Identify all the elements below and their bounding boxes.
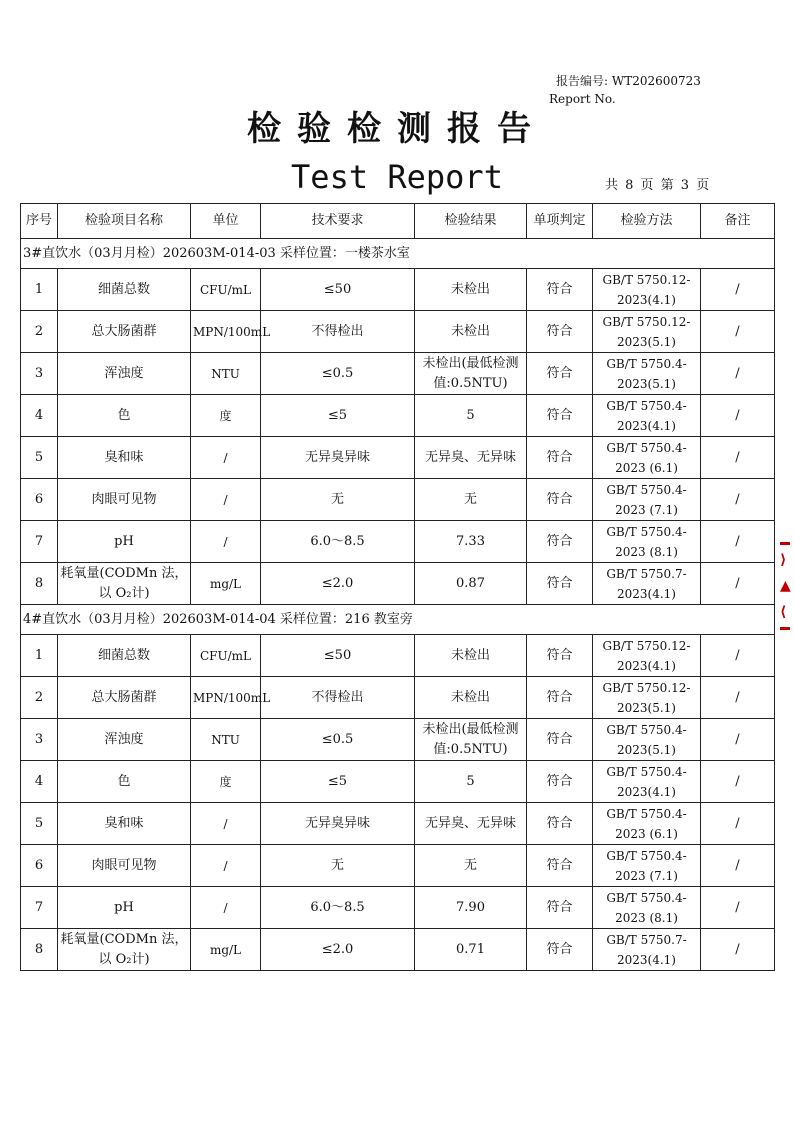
cell-method-line-1: GB/T 5750.4- bbox=[606, 524, 687, 539]
cell-method bbox=[593, 929, 701, 971]
cell-judgement: 符合 bbox=[527, 761, 593, 803]
report-title-cn: 检验检测报告 bbox=[247, 109, 547, 149]
results-table bbox=[20, 203, 775, 971]
page-indicator: 共 8 页 第 3 页 bbox=[605, 178, 710, 193]
cell-method-line-1: GB/T 5750.4- bbox=[606, 398, 687, 413]
cell-method bbox=[593, 719, 701, 761]
column-header: 备注 bbox=[701, 204, 775, 239]
cell-method-line-1: GB/T 5750.4- bbox=[606, 764, 687, 779]
cell-no: 6 bbox=[21, 845, 58, 887]
column-header: 技术要求 bbox=[261, 204, 415, 239]
cell-no: 2 bbox=[21, 311, 58, 353]
cell-result: 无异臭、无异味 bbox=[415, 803, 527, 845]
cell-result: 5 bbox=[415, 395, 527, 437]
cell-result: 未检出 bbox=[415, 311, 527, 353]
cell-no: 1 bbox=[21, 635, 58, 677]
cell-requirement: 无 bbox=[261, 479, 415, 521]
cell-method bbox=[593, 479, 701, 521]
cell-note: / bbox=[701, 845, 775, 887]
cell-no: 2 bbox=[21, 677, 58, 719]
cell-method bbox=[593, 311, 701, 353]
cell-item: pH bbox=[58, 887, 191, 929]
cell-judgement: 符合 bbox=[527, 887, 593, 929]
cell-note: / bbox=[701, 719, 775, 761]
cell-method-line-2: 2023(4.1) bbox=[617, 658, 676, 673]
cell-method bbox=[593, 437, 701, 479]
column-header: 检验项目名称 bbox=[58, 204, 191, 239]
cell-note: / bbox=[701, 395, 775, 437]
cell-no: 1 bbox=[21, 269, 58, 311]
cell-result: 无 bbox=[415, 845, 527, 887]
cell-method-line-2: 2023(4.1) bbox=[617, 952, 676, 967]
table-row bbox=[21, 269, 775, 311]
cell-method bbox=[593, 635, 701, 677]
cell-requirement: ≤50 bbox=[261, 269, 415, 311]
cell-judgement: 符合 bbox=[527, 845, 593, 887]
cell-requirement: 6.0～8.5 bbox=[261, 521, 415, 563]
cell-method-line-2: 2023(4.1) bbox=[617, 418, 676, 433]
column-header: 单项判定 bbox=[527, 204, 593, 239]
seal-stamp-fragment: ⟩ ▲ ⟨ bbox=[780, 540, 794, 674]
cell-method-line-2: 2023(4.1) bbox=[617, 586, 676, 601]
cell-method bbox=[593, 521, 701, 563]
cell-unit: MPN/100mL bbox=[191, 677, 261, 719]
cell-no: 8 bbox=[21, 563, 58, 605]
cell-unit: NTU bbox=[191, 719, 261, 761]
cell-unit: / bbox=[191, 479, 261, 521]
report-number-block bbox=[549, 72, 701, 108]
table-row bbox=[21, 437, 775, 479]
cell-judgement: 符合 bbox=[527, 929, 593, 971]
table-row bbox=[21, 845, 775, 887]
cell-method-line-1: GB/T 5750.12- bbox=[602, 314, 691, 329]
column-header: 单位 bbox=[191, 204, 261, 239]
cell-unit: mg/L bbox=[191, 563, 261, 605]
cell-requirement: 无 bbox=[261, 845, 415, 887]
cell-requirement: ≤5 bbox=[261, 395, 415, 437]
report-number-label-en: Report No. bbox=[549, 92, 616, 106]
cell-requirement: ≤5 bbox=[261, 761, 415, 803]
cell-method bbox=[593, 845, 701, 887]
cell-item bbox=[58, 563, 191, 605]
cell-judgement: 符合 bbox=[527, 437, 593, 479]
cell-unit: / bbox=[191, 803, 261, 845]
cell-requirement: ≤50 bbox=[261, 635, 415, 677]
table-row bbox=[21, 761, 775, 803]
cell-note: / bbox=[701, 761, 775, 803]
cell-item: 色 bbox=[58, 395, 191, 437]
cell-method-line-2: 2023 (8.1) bbox=[615, 544, 678, 559]
cell-method bbox=[593, 563, 701, 605]
cell-method-line-1: GB/T 5750.4- bbox=[606, 806, 687, 821]
cell-judgement: 符合 bbox=[527, 311, 593, 353]
table-row bbox=[21, 353, 775, 395]
table-row bbox=[21, 929, 775, 971]
cell-result: 未检出 bbox=[415, 269, 527, 311]
cell-method-line-2: 2023(4.1) bbox=[617, 292, 676, 307]
section-header-row bbox=[21, 239, 775, 269]
cell-method-line-2: 2023 (6.1) bbox=[615, 460, 678, 475]
cell-method-line-1: GB/T 5750.4- bbox=[606, 848, 687, 863]
section-header-row bbox=[21, 605, 775, 635]
report-number-label: 报告编号: bbox=[556, 74, 609, 88]
cell-item: 浑浊度 bbox=[58, 719, 191, 761]
cell-unit: NTU bbox=[191, 353, 261, 395]
report-number-value: WT202600723 bbox=[611, 74, 701, 88]
cell-no: 8 bbox=[21, 929, 58, 971]
column-header: 检验方法 bbox=[593, 204, 701, 239]
cell-note: / bbox=[701, 887, 775, 929]
cell-method-line-2: 2023(5.1) bbox=[617, 376, 676, 391]
cell-judgement: 符合 bbox=[527, 563, 593, 605]
cell-method-line-2: 2023 (6.1) bbox=[615, 826, 678, 841]
cell-item: 细菌总数 bbox=[58, 269, 191, 311]
cell-method-line-2: 2023 (7.1) bbox=[615, 502, 678, 517]
section-title: 4#直饮水（03月月检）202603M-014-04 采样位置：216 教室旁 bbox=[21, 605, 775, 635]
cell-result: 未检出 bbox=[415, 677, 527, 719]
cell-method-line-1: GB/T 5750.4- bbox=[606, 356, 687, 371]
cell-requirement: 6.0～8.5 bbox=[261, 887, 415, 929]
cell-note: / bbox=[701, 311, 775, 353]
cell-method-line-1: GB/T 5750.7- bbox=[606, 932, 687, 947]
cell-requirement: ≤2.0 bbox=[261, 563, 415, 605]
cell-item-line-2: 以 O₂计) bbox=[98, 951, 150, 967]
cell-no: 5 bbox=[21, 803, 58, 845]
cell-item: pH bbox=[58, 521, 191, 563]
cell-unit: CFU/mL bbox=[191, 635, 261, 677]
column-header: 序号 bbox=[21, 204, 58, 239]
cell-unit: 度 bbox=[191, 395, 261, 437]
cell-note: / bbox=[701, 929, 775, 971]
cell-judgement: 符合 bbox=[527, 803, 593, 845]
cell-method-line-1: GB/T 5750.4- bbox=[606, 440, 687, 455]
cell-note: / bbox=[701, 635, 775, 677]
cell-note: / bbox=[701, 521, 775, 563]
table-row bbox=[21, 635, 775, 677]
cell-unit: CFU/mL bbox=[191, 269, 261, 311]
cell-note: / bbox=[701, 353, 775, 395]
cell-unit: / bbox=[191, 845, 261, 887]
cell-no: 4 bbox=[21, 761, 58, 803]
cell-method-line-1: GB/T 5750.4- bbox=[606, 722, 687, 737]
cell-method-line-1: GB/T 5750.12- bbox=[602, 680, 691, 695]
cell-unit: / bbox=[191, 887, 261, 929]
cell-item-line-1: 耗氧量(CODMn 法， bbox=[60, 565, 188, 581]
cell-result: 0.87 bbox=[415, 563, 527, 605]
cell-method-line-2: 2023(5.1) bbox=[617, 334, 676, 349]
cell-note: / bbox=[701, 269, 775, 311]
cell-item: 总大肠菌群 bbox=[58, 677, 191, 719]
table-row bbox=[21, 803, 775, 845]
cell-unit: / bbox=[191, 437, 261, 479]
cell-requirement: 不得检出 bbox=[261, 311, 415, 353]
table-row bbox=[21, 311, 775, 353]
cell-no: 4 bbox=[21, 395, 58, 437]
cell-item: 色 bbox=[58, 761, 191, 803]
cell-requirement: ≤2.0 bbox=[261, 929, 415, 971]
cell-no: 7 bbox=[21, 521, 58, 563]
cell-judgement: 符合 bbox=[527, 677, 593, 719]
cell-requirement: 无异臭异味 bbox=[261, 437, 415, 479]
cell-note: / bbox=[701, 803, 775, 845]
cell-result: 5 bbox=[415, 761, 527, 803]
cell-item: 肉眼可见物 bbox=[58, 479, 191, 521]
table-row bbox=[21, 479, 775, 521]
cell-requirement: ≤0.5 bbox=[261, 719, 415, 761]
cell-no: 5 bbox=[21, 437, 58, 479]
cell-item: 总大肠菌群 bbox=[58, 311, 191, 353]
cell-item: 浑浊度 bbox=[58, 353, 191, 395]
cell-method-line-2: 2023(5.1) bbox=[617, 700, 676, 715]
cell-no: 6 bbox=[21, 479, 58, 521]
cell-no: 3 bbox=[21, 353, 58, 395]
table-row bbox=[21, 677, 775, 719]
cell-item-line-1: 耗氧量(CODMn 法， bbox=[60, 931, 188, 947]
cell-method bbox=[593, 353, 701, 395]
cell-judgement: 符合 bbox=[527, 353, 593, 395]
cell-judgement: 符合 bbox=[527, 719, 593, 761]
cell-judgement: 符合 bbox=[527, 635, 593, 677]
cell-method-line-1: GB/T 5750.7- bbox=[606, 566, 687, 581]
cell-method bbox=[593, 761, 701, 803]
cell-method bbox=[593, 395, 701, 437]
cell-result: 无 bbox=[415, 479, 527, 521]
cell-result: 未检出(最低检测值:0.5NTU) bbox=[415, 353, 527, 395]
column-header: 检验结果 bbox=[415, 204, 527, 239]
report-title-en: Test Report bbox=[291, 158, 503, 196]
cell-result: 未检出 bbox=[415, 635, 527, 677]
table-row bbox=[21, 395, 775, 437]
cell-method-line-2: 2023 (7.1) bbox=[615, 868, 678, 883]
cell-result: 7.90 bbox=[415, 887, 527, 929]
cell-no: 7 bbox=[21, 887, 58, 929]
cell-method-line-1: GB/T 5750.4- bbox=[606, 890, 687, 905]
cell-unit: 度 bbox=[191, 761, 261, 803]
cell-unit: / bbox=[191, 521, 261, 563]
cell-result: 无异臭、无异味 bbox=[415, 437, 527, 479]
table-row bbox=[21, 521, 775, 563]
cell-unit: mg/L bbox=[191, 929, 261, 971]
table-header-row bbox=[21, 204, 775, 239]
cell-judgement: 符合 bbox=[527, 269, 593, 311]
cell-method-line-1: GB/T 5750.12- bbox=[602, 272, 691, 287]
cell-no: 3 bbox=[21, 719, 58, 761]
table-row bbox=[21, 563, 775, 605]
cell-result: 7.33 bbox=[415, 521, 527, 563]
cell-method-line-2: 2023(5.1) bbox=[617, 742, 676, 757]
section-title: 3#直饮水（03月月检）202603M-014-03 采样位置：一楼茶水室 bbox=[21, 239, 775, 269]
cell-judgement: 符合 bbox=[527, 521, 593, 563]
cell-note: / bbox=[701, 437, 775, 479]
cell-judgement: 符合 bbox=[527, 395, 593, 437]
cell-method bbox=[593, 269, 701, 311]
cell-note: / bbox=[701, 479, 775, 521]
table-row bbox=[21, 719, 775, 761]
cell-requirement: ≤0.5 bbox=[261, 353, 415, 395]
cell-requirement: 无异臭异味 bbox=[261, 803, 415, 845]
cell-item: 细菌总数 bbox=[58, 635, 191, 677]
cell-item bbox=[58, 929, 191, 971]
table-row bbox=[21, 887, 775, 929]
cell-result: 0.71 bbox=[415, 929, 527, 971]
cell-item-line-2: 以 O₂计) bbox=[98, 585, 150, 601]
cell-result: 未检出(最低检测值:0.5NTU) bbox=[415, 719, 527, 761]
cell-note: / bbox=[701, 677, 775, 719]
cell-method-line-2: 2023(4.1) bbox=[617, 784, 676, 799]
cell-requirement: 不得检出 bbox=[261, 677, 415, 719]
cell-item: 臭和味 bbox=[58, 437, 191, 479]
cell-unit: MPN/100mL bbox=[191, 311, 261, 353]
cell-method-line-1: GB/T 5750.12- bbox=[602, 638, 691, 653]
cell-method-line-1: GB/T 5750.4- bbox=[606, 482, 687, 497]
cell-method bbox=[593, 677, 701, 719]
cell-method-line-2: 2023 (8.1) bbox=[615, 910, 678, 925]
cell-method bbox=[593, 887, 701, 929]
cell-judgement: 符合 bbox=[527, 479, 593, 521]
cell-note: / bbox=[701, 563, 775, 605]
cell-item: 肉眼可见物 bbox=[58, 845, 191, 887]
cell-method bbox=[593, 803, 701, 845]
cell-item: 臭和味 bbox=[58, 803, 191, 845]
